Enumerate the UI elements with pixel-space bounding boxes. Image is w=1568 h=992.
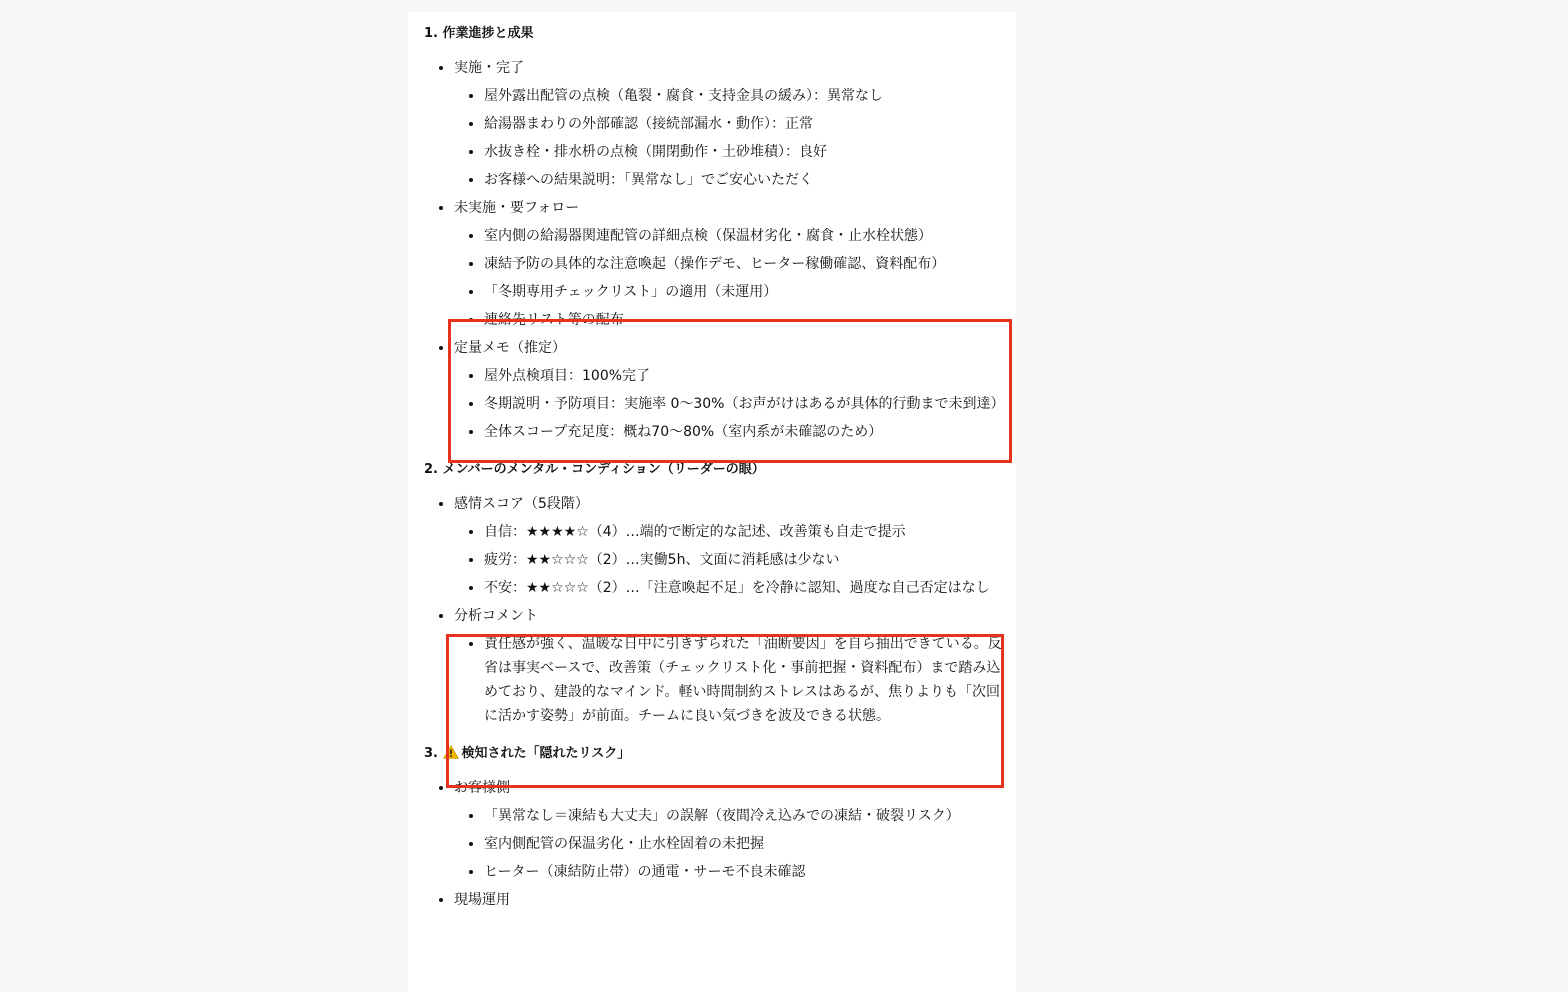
section-heading-1: 1. 作業進捗と成果 (424, 26, 534, 41)
sublist-quantitative-memo (454, 364, 1004, 444)
sublist-customer-side (454, 804, 1004, 884)
group-label: 分析コメント (454, 608, 538, 624)
list-item: • 屋外露出配管の点検（亀裂・腐食・支持金具の緩み）：異常なし (484, 84, 1004, 108)
section1-list (424, 56, 1004, 444)
list-item-followup (454, 196, 1004, 332)
list-item: • お客様への結果説明：「異常なし」でご安心いただく (484, 168, 1004, 192)
sublist-completed (454, 84, 1004, 192)
list-item-completed (454, 56, 1004, 192)
warning-icon (443, 745, 459, 759)
group-label: 感情スコア（5段階） (454, 496, 589, 512)
list-item: • 連絡先リスト等の配布 (484, 308, 1004, 332)
document-content (424, 24, 1004, 912)
list-item: • 屋外点検項目：100%完了 (484, 364, 1004, 388)
heading-text: 検知された「隠れたリスク」 (461, 746, 631, 761)
section-heading-2: 2. メンバーのメンタル・コンディション（リーダーの眼） (424, 462, 765, 477)
list-item-analysis-comment (454, 604, 1004, 728)
list-item: • 疲労：★★☆☆☆（2）…実働5h、文面に消耗感は少ない (484, 548, 1004, 572)
group-label: 現場運用 (454, 892, 510, 908)
group-label: 未実施・要フォロー (454, 200, 580, 216)
list-item-quantitative-memo (454, 336, 1004, 444)
heading-number: 3. (424, 746, 438, 761)
section3-list (424, 776, 1004, 912)
list-item: • 冬期説明・予防項目：実施率 0〜30%（お声がけはあるが具体的行動まで未到達） (484, 392, 1004, 416)
section2-list (424, 492, 1004, 728)
list-item: • 室内側の給湯器関連配管の詳細点検（保温材劣化・腐食・止水栓状態） (484, 224, 1004, 248)
list-item-field-operation (454, 888, 1004, 912)
section-heading-3 (424, 744, 1004, 764)
sublist-analysis-comment (454, 632, 1004, 728)
sublist-emotion-score (454, 520, 1004, 600)
list-item: • 責任感が強く、温暖な日中に引きずられた「油断要因」を自ら抽出できている。反省は事実ベースで、改善策（チェックリスト化・事前把握・資料配布）まで踏み込めており、建設的なマインド。軽い時間制約ストレスはあるが、焦りよりも「次回に活かす姿勢」が前面。チームに良い気づきを波及できる状態。 (484, 632, 1004, 728)
group-label: 定量メモ（推定） (454, 340, 566, 356)
list-item-customer-side (454, 776, 1004, 884)
group-label: お客様側 (454, 780, 510, 796)
document-panel (408, 12, 1016, 992)
list-item: • 凍結予防の具体的な注意喚起（操作デモ、ヒーター稼働確認、資料配布） (484, 252, 1004, 276)
list-item: • ヒーター（凍結防止帯）の通電・サーモ不良未確認 (484, 860, 1004, 884)
list-item: • 「異常なし＝凍結も大丈夫」の誤解（夜間冷え込みでの凍結・破裂リスク） (484, 804, 1004, 828)
list-item: • 給湯器まわりの外部確認（接続部漏水・動作）：正常 (484, 112, 1004, 136)
list-item: • 水抜き栓・排水枡の点検（開閉動作・土砂堆積）：良好 (484, 140, 1004, 164)
list-item: • 不安：★★☆☆☆（2）…「注意喚起不足」を冷静に認知、過度な自己否定はなし (484, 576, 1004, 600)
list-item-emotion-score (454, 492, 1004, 600)
sublist-followup (454, 224, 1004, 332)
list-item: • 「冬期専用チェックリスト」の適用（未運用） (484, 280, 1004, 304)
list-item: • 自信：★★★★☆（4）…端的で断定的な記述、改善策も自走で提示 (484, 520, 1004, 544)
list-item: • 室内側配管の保温劣化・止水栓固着の未把握 (484, 832, 1004, 856)
list-item: • 全体スコープ充足度：概ね70〜80%（室内系が未確認のため） (484, 420, 1004, 444)
group-label: 実施・完了 (454, 60, 524, 76)
